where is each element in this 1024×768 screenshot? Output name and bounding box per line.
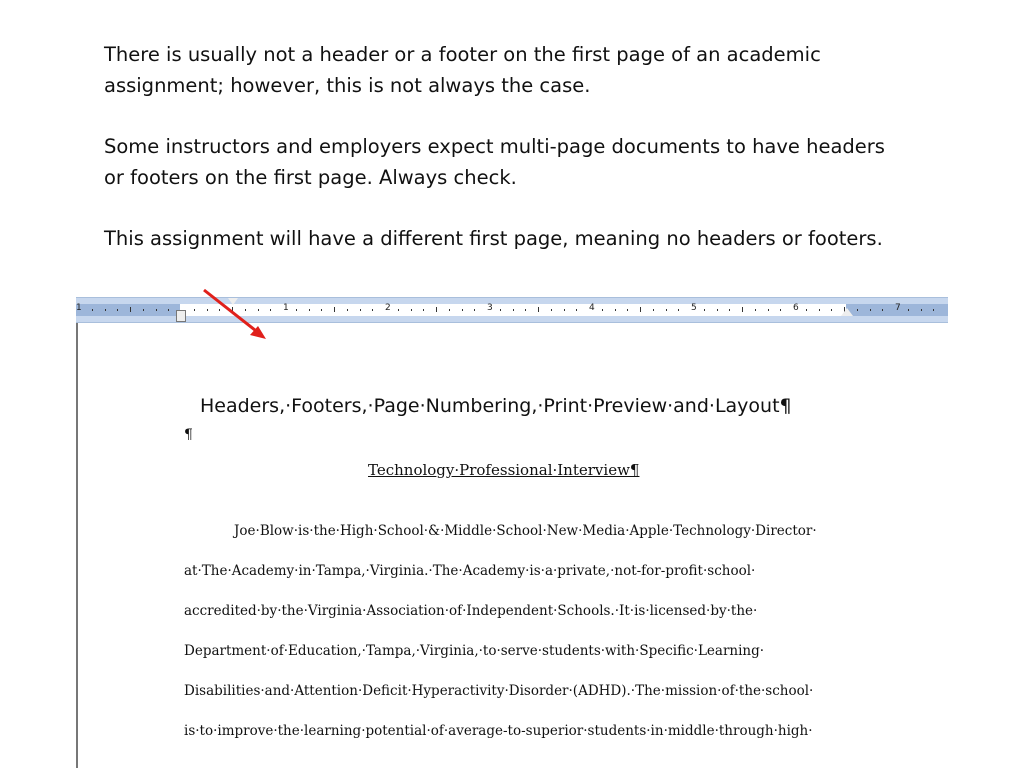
ruler-tick xyxy=(296,309,297,311)
ruler-tick xyxy=(831,309,832,311)
document-body[interactable] xyxy=(184,521,950,761)
ruler-tick xyxy=(908,309,909,311)
ruler-tick xyxy=(143,309,144,311)
ruler-tick xyxy=(551,309,552,311)
ruler-number: 7 xyxy=(895,303,901,313)
ruler-tick xyxy=(168,309,169,311)
ruler-tick xyxy=(321,309,322,311)
ruler-tick xyxy=(921,309,922,311)
ruler-tick xyxy=(576,309,577,311)
ruler-number: 1 xyxy=(76,303,82,313)
ruler-tick xyxy=(806,309,807,311)
instruction-paragraph-2: Some instructors and employers expect multi-page documents to have headers or footers on the first page. Always check. xyxy=(104,135,885,189)
ruler-tick xyxy=(857,309,858,311)
right-indent-marker[interactable] xyxy=(841,308,853,316)
body-line[interactable]: accredited·by·the·Virginia·Association·of·Independent·Schools.·It·is·licensed·by·the· xyxy=(184,603,758,619)
ruler-tick xyxy=(436,307,437,312)
empty-paragraph-mark[interactable]: ¶ xyxy=(184,427,193,443)
ruler-tick xyxy=(819,309,820,311)
ruler-number: 2 xyxy=(385,303,391,313)
instruction-paragraph-1: There is usually not a header or a footer on the first page of an academic assignment; however, this is not always the case. xyxy=(104,43,821,97)
ruler-number: 3 xyxy=(487,303,493,313)
ruler-number: 6 xyxy=(793,303,799,313)
ruler-tick xyxy=(615,309,616,311)
ruler-number: 5 xyxy=(691,303,697,313)
ruler-tick xyxy=(602,309,603,311)
body-line[interactable]: at·The·Academy·in·Tampa,·Virginia.·The·Academy·is·a·private,·not-for-profit·school· xyxy=(184,563,756,579)
ruler-tick xyxy=(92,309,93,311)
body-line[interactable]: Department·of·Education,·Tampa,·Virginia,·to·serve·students·with·Specific·Learning· xyxy=(184,643,765,659)
ruler-tick xyxy=(882,309,883,311)
ruler-tick xyxy=(117,309,118,311)
body-line[interactable]: Disabilities·and·Attention·Deficit·Hyperactivity·Disorder·(ADHD).·The·mission·of·the·school· xyxy=(184,683,814,699)
red-arrow-icon xyxy=(200,286,272,346)
ruler-tick xyxy=(513,309,514,311)
ruler-tick xyxy=(653,309,654,311)
slide-instructions xyxy=(104,40,904,286)
ruler-tick xyxy=(156,309,157,311)
ruler-tick xyxy=(423,309,424,311)
ruler-tick xyxy=(500,309,501,311)
ruler-tick xyxy=(933,309,934,311)
ruler-tick xyxy=(474,309,475,311)
ruler-tick xyxy=(627,309,628,311)
ruler-tick xyxy=(640,307,641,312)
ruler-tick xyxy=(870,309,871,311)
ruler-tick xyxy=(334,307,335,312)
ruler-tick xyxy=(398,309,399,311)
ruler-tick xyxy=(704,309,705,311)
ruler-tick xyxy=(666,309,667,311)
body-line[interactable]: is·to·improve·the·learning·potential·of·average-to-superior·students·in·middle·through·high· xyxy=(184,723,813,739)
document-subtitle[interactable]: Technology·Professional·Interview¶ xyxy=(368,461,640,479)
ruler-tick xyxy=(742,307,743,312)
ruler-tick xyxy=(462,309,463,311)
ruler-tick xyxy=(449,309,450,311)
body-line[interactable]: Joe·Blow·is·the·High·School·&·Middle·School·New·Media·Apple·Technology·Director· xyxy=(234,523,817,539)
ruler-tick xyxy=(729,309,730,311)
ruler-tick xyxy=(538,307,539,312)
ruler-tick xyxy=(194,309,195,311)
ruler-tick xyxy=(411,309,412,311)
ruler-tick xyxy=(768,309,769,311)
ruler-number: 1 xyxy=(283,303,289,313)
ruler-tick xyxy=(360,309,361,311)
ruler-tick xyxy=(678,309,679,311)
ruler-tick xyxy=(525,309,526,311)
ruler-tick xyxy=(309,309,310,311)
ruler-tick xyxy=(755,309,756,311)
ruler-tick xyxy=(372,309,373,311)
instruction-paragraph-3: This assignment will have a different first page, meaning no headers or footers. xyxy=(104,227,883,250)
ruler-tick xyxy=(717,309,718,311)
ruler-tick xyxy=(564,309,565,311)
ruler-number: 4 xyxy=(589,303,595,313)
left-indent-marker[interactable] xyxy=(176,310,186,322)
ruler-tick xyxy=(780,309,781,311)
ruler-tick xyxy=(130,307,131,312)
document-title[interactable]: Headers,·Footers,·Page·Numbering,·Print·Preview·and·Layout¶ xyxy=(200,395,792,417)
document-page[interactable] xyxy=(76,323,950,768)
ruler-tick xyxy=(105,309,106,311)
ruler-tick xyxy=(347,309,348,311)
